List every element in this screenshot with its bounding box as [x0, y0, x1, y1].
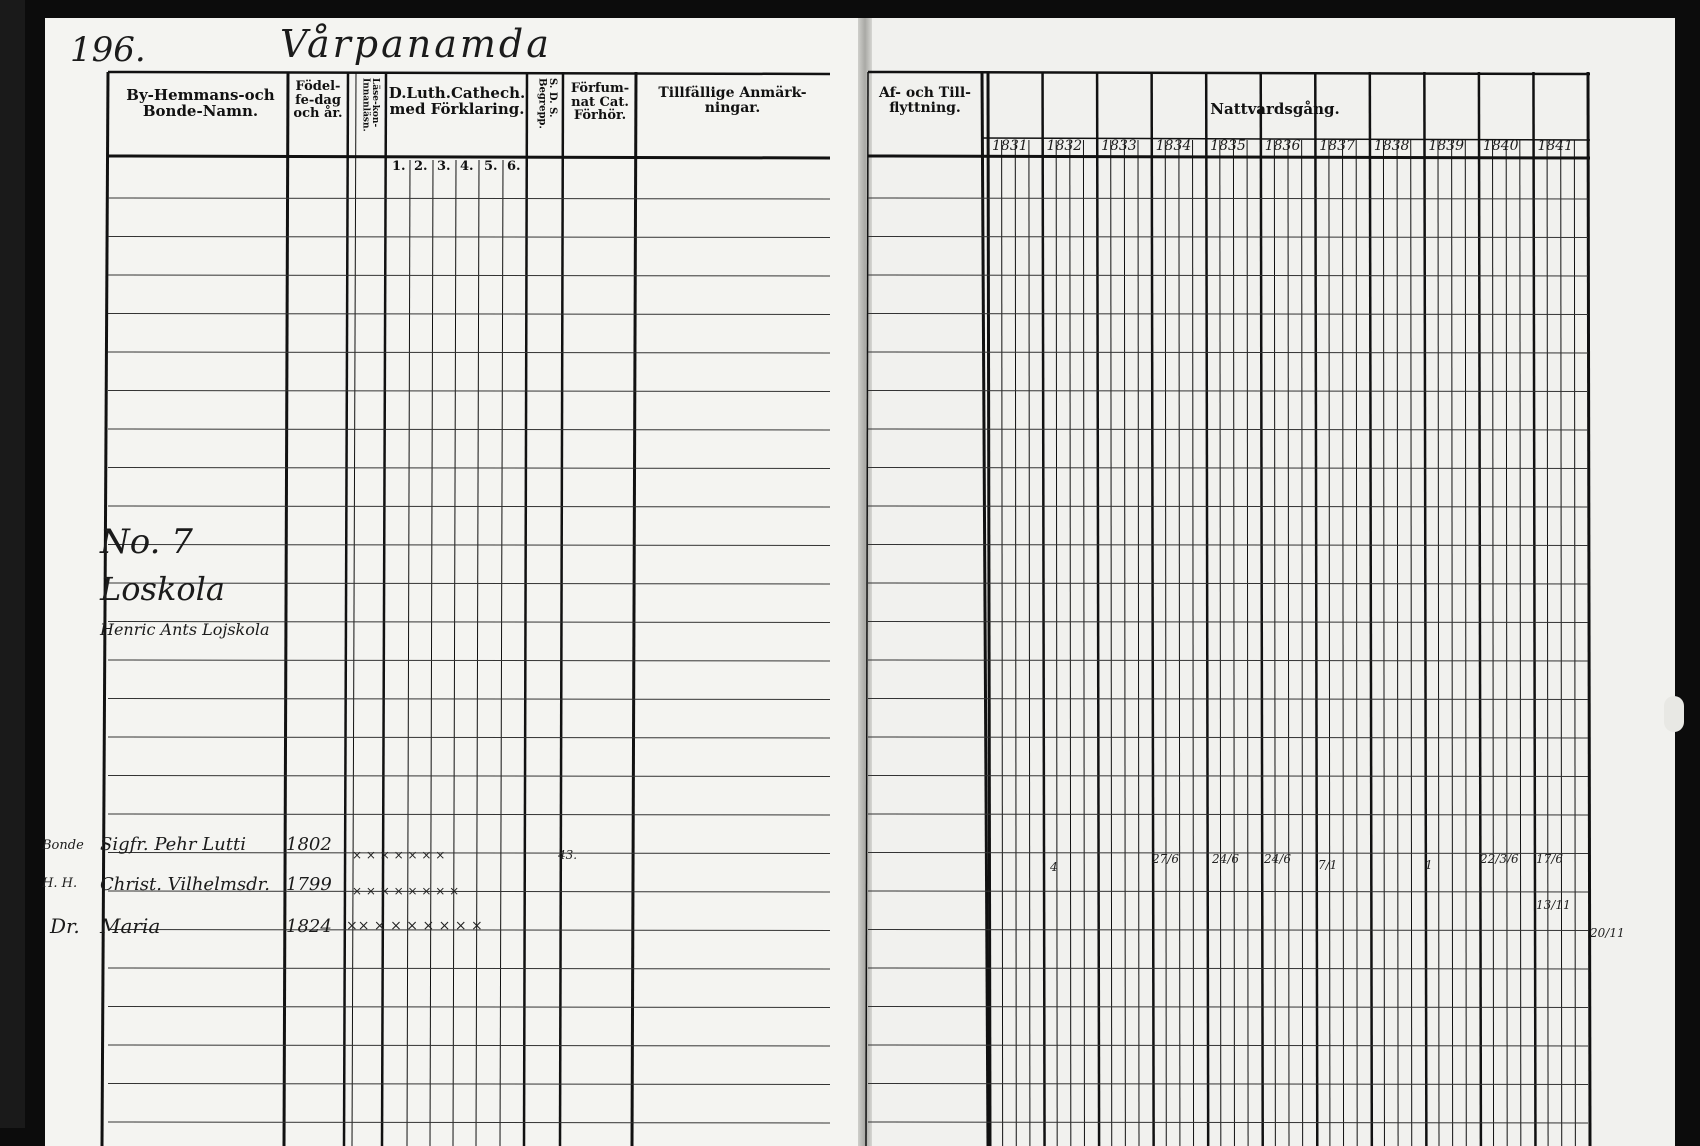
year-label: 1839: [1428, 138, 1464, 154]
parish-heading: Vårpanamda: [280, 22, 552, 66]
row-rule: [108, 506, 830, 507]
year-subcolumn: [1247, 140, 1248, 1146]
year-subcolumn: [1002, 140, 1003, 1146]
farm-number: No. 7: [100, 522, 193, 562]
year-subcolumn: [1506, 140, 1507, 1146]
person-name: Sigfr. Pehr Lutti: [100, 834, 246, 855]
year-divider: [1097, 72, 1099, 1146]
year-divider: [1424, 72, 1426, 1146]
person-marks: × × × × × × ×: [352, 848, 446, 862]
year-subcolumn: [1329, 140, 1330, 1146]
header-forhor: Förfum-nat Cat. Förhör.: [570, 81, 630, 124]
year-subcolumn: [1356, 140, 1357, 1146]
catechism-num: 4.: [460, 159, 474, 174]
person-marks: × × × × × × × ×: [352, 884, 460, 898]
row-rule: [108, 429, 830, 430]
row-rule: [108, 968, 830, 969]
communion-mark: 17/6: [1536, 852, 1563, 866]
year-subcolumn: [1343, 140, 1344, 1146]
person-birth-year: 1802: [286, 834, 332, 855]
year-subcolumn: [1520, 140, 1521, 1146]
year-label: 1833: [1101, 138, 1137, 154]
catechism-num: 3.: [437, 159, 451, 174]
person-birth-year: 1799: [286, 874, 332, 895]
person-extra: 43.: [558, 848, 578, 862]
header-moves: Af- och Till-flyttning.: [879, 85, 971, 116]
person-role: Dr.: [50, 914, 80, 938]
year-divider: [1370, 72, 1372, 1146]
farm-name: Loskola: [100, 570, 225, 608]
year-subcolumn: [1274, 140, 1275, 1146]
row-rule: [108, 814, 830, 815]
row-rule: [108, 275, 830, 276]
year-subcolumn: [1452, 140, 1453, 1146]
year-subcolumn: [1138, 140, 1139, 1146]
communion-mark: 20/11: [1590, 926, 1625, 940]
year-subcolumn: [1056, 140, 1057, 1146]
row-rule: [108, 1122, 830, 1123]
year-subcolumn: [1111, 140, 1112, 1146]
person-birth-year: 1824: [286, 916, 332, 937]
header-catechism: D.Luth.Cathech. med Förklaring.: [388, 84, 526, 118]
communion-mark: 22/3/6: [1480, 852, 1519, 866]
year-subcolumn: [1561, 140, 1562, 1146]
catechism-num: 5.: [484, 159, 498, 174]
year-label: 1841: [1537, 138, 1574, 154]
year-divider: [1315, 72, 1317, 1146]
year-label: 1837: [1319, 138, 1355, 154]
person-name: Maria: [100, 914, 161, 938]
year-divider: [1479, 72, 1481, 1146]
year-subcolumn: [1438, 140, 1439, 1146]
person-name: Christ. Vilhelmsdr.: [100, 874, 271, 895]
year-subcolumn: [1015, 140, 1016, 1146]
row-rule: [108, 699, 830, 700]
year-subcolumn: [1165, 140, 1166, 1146]
row-rule: [108, 545, 830, 546]
year-subcolumn: [1574, 140, 1575, 1146]
year-subcolumn: [1493, 140, 1494, 1146]
year-label: 1835: [1210, 138, 1246, 154]
communion-mark: 7/1: [1318, 858, 1338, 872]
row-rule: [108, 198, 830, 199]
row-rule: [108, 737, 830, 738]
year-divider: [1533, 72, 1535, 1146]
year-divider: [1152, 72, 1154, 1146]
row-rule: [108, 391, 830, 392]
year-label: 1832: [1046, 138, 1083, 154]
year-divider: [1206, 72, 1208, 1146]
year-subcolumn: [1411, 140, 1412, 1146]
page-number: 196.: [70, 30, 146, 70]
header-reading: Läse-kon-Innanläsn.: [360, 78, 380, 132]
year-label: 1840: [1482, 138, 1519, 154]
header-communion: Nattvardsgång.: [1210, 100, 1340, 118]
row-rule: [108, 468, 830, 469]
row-rule: [108, 237, 830, 238]
year-divider: [988, 72, 990, 1146]
year-label: 1831: [992, 138, 1028, 154]
catechism-num: 2.: [414, 159, 428, 174]
year-subcolumn: [1547, 140, 1548, 1146]
header-birth: Födel-fe-dag och år.: [293, 79, 343, 122]
year-subcolumn: [1302, 140, 1303, 1146]
year-subcolumn: [1288, 140, 1289, 1146]
person-role: H. H.: [42, 876, 78, 891]
row-rule: [108, 352, 830, 353]
farm-note: Henric Ants Lojskola: [100, 620, 270, 639]
year-subcolumn: [1193, 140, 1194, 1146]
year-label: 1838: [1373, 138, 1410, 154]
communion-mark: 4: [1050, 860, 1058, 874]
catechism-num: 1.: [392, 159, 406, 174]
year-subcolumn: [1179, 140, 1180, 1146]
year-subcolumn: [1465, 140, 1466, 1146]
year-label: 1836: [1264, 138, 1301, 154]
communion-mark: 1: [1425, 858, 1433, 872]
year-subcolumn: [1383, 140, 1384, 1146]
person-marks: ×× × × × × × × ×: [346, 918, 483, 934]
header-names: By-Hemmans-och Bonde-Namn.: [126, 86, 275, 120]
row-rule: [108, 1084, 830, 1085]
communion-mark: 27/6: [1152, 852, 1179, 866]
year-subcolumn: [1029, 140, 1030, 1146]
year-subcolumn: [1083, 140, 1084, 1146]
communion-mark: 24/6: [1264, 852, 1291, 866]
year-subcolumn: [1070, 140, 1071, 1146]
year-label: 1834: [1155, 138, 1192, 154]
catechism-num: 6.: [507, 159, 521, 174]
year-subcolumn: [1220, 140, 1221, 1146]
communion-mark: 24/6: [1212, 852, 1239, 866]
communion-mark: 13/11: [1536, 898, 1571, 912]
year-subcolumn: [1124, 140, 1125, 1146]
person-role: Bonde: [42, 838, 84, 853]
row-rule: [108, 776, 830, 777]
year-divider: [1261, 72, 1263, 1146]
header-remarks: Tillfällige Anmärk-ningar.: [658, 85, 807, 116]
row-rule: [108, 1007, 830, 1008]
year-subcolumn: [1233, 140, 1234, 1146]
row-rule: [108, 314, 830, 315]
year-divider: [1588, 72, 1590, 1146]
year-subcolumn: [1397, 140, 1398, 1146]
year-divider: [1043, 72, 1045, 1146]
row-rule: [108, 660, 830, 661]
header-sds: S. D. S. Begrepp.: [536, 78, 558, 129]
row-rule: [108, 1045, 830, 1046]
